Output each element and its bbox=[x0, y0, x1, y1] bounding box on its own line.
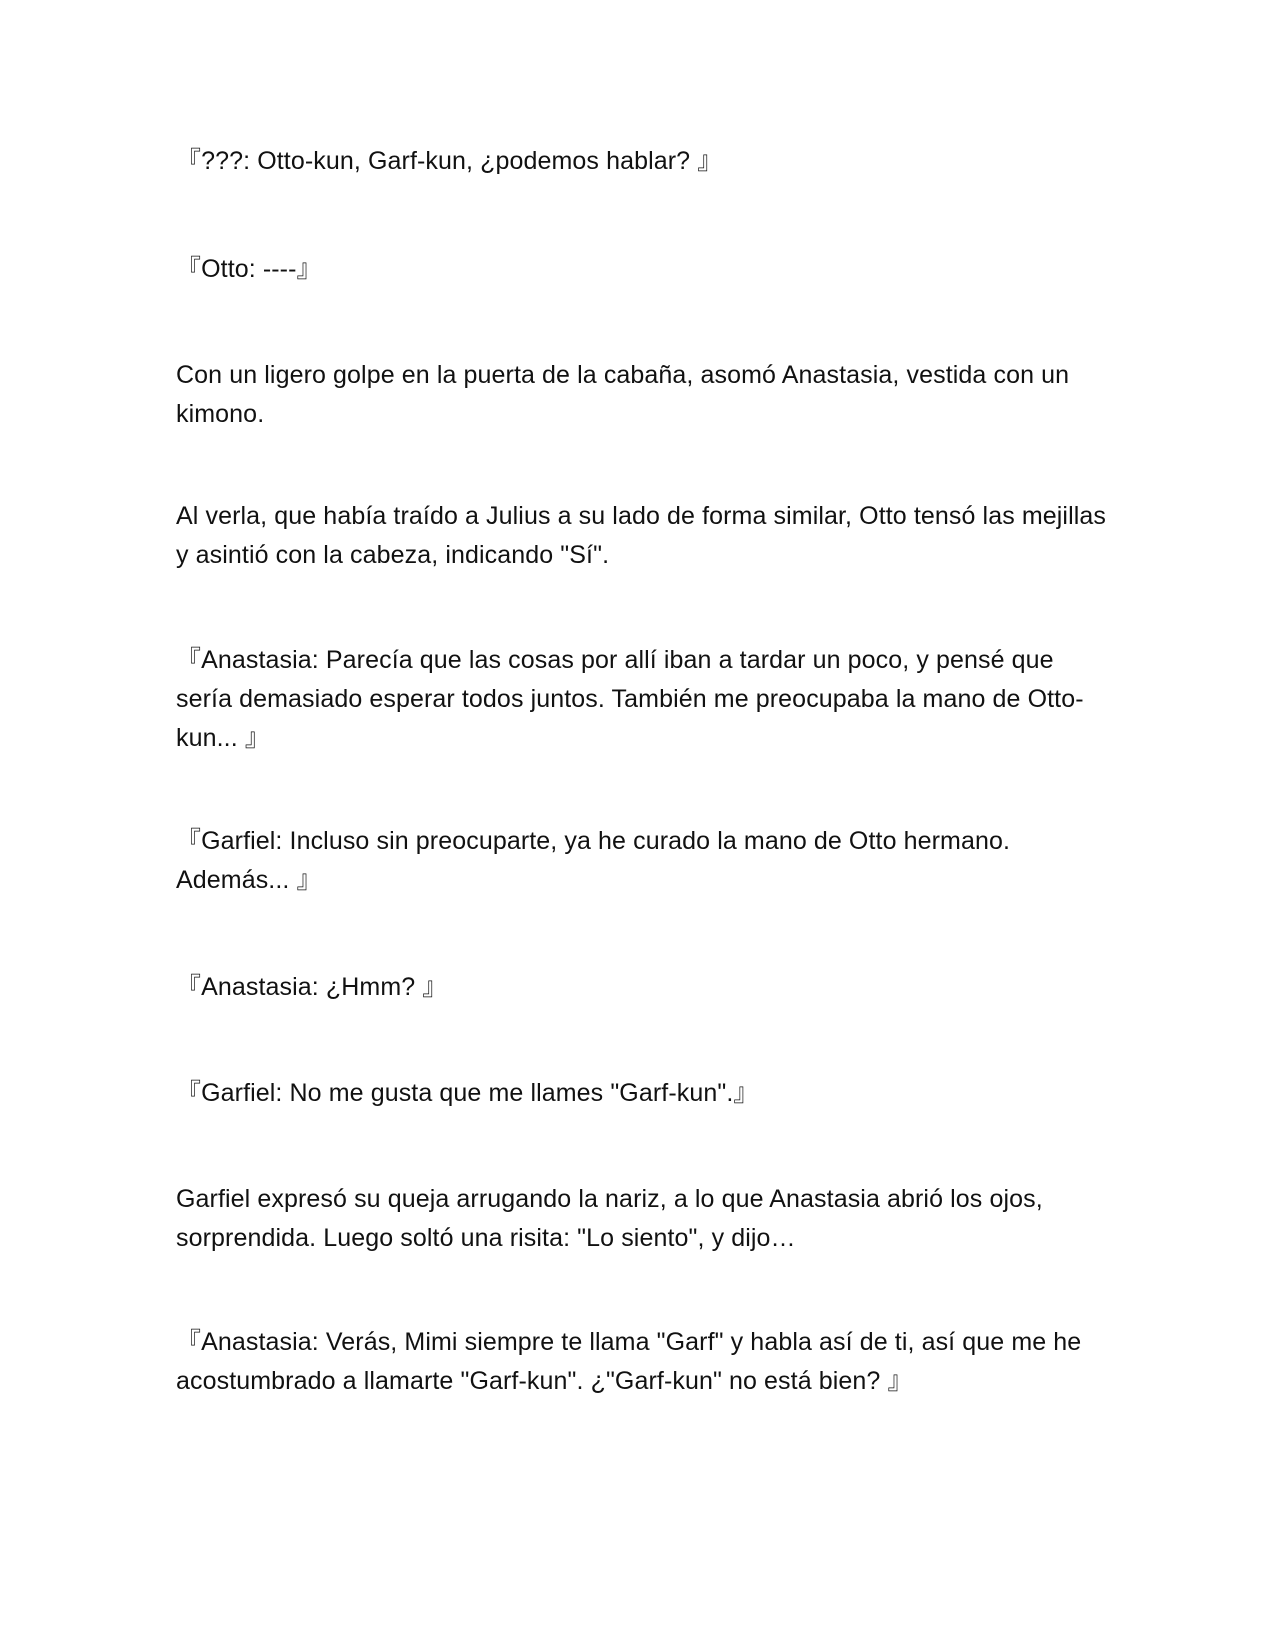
narration-paragraph: Con un ligero golpe en la puerta de la cabaña, asomó Anastasia, vestida con un kimono. bbox=[176, 361, 1070, 428]
dialogue-line-garfiel: 『Garfiel: Incluso sin preocuparte, ya he curado la mano de Otto hermano. Además... 』 bbox=[176, 827, 1011, 894]
dialogue-line-anastasia: 『Anastasia: ¿Hmm? 』 bbox=[176, 973, 448, 1001]
narration-paragraph: Al verla, que había traído a Julius a su lado de forma similar, Otto tensó las mejillas y asintió con la cabeza, indicando "Sí". bbox=[176, 502, 1106, 569]
dialogue-line-garfiel: 『Garfiel: No me gusta que me llames "Garf-kun".』 bbox=[176, 1079, 759, 1107]
dialogue-line-unknown-speaker: 『???: Otto-kun, Garf-kun, ¿podemos hablar? 』 bbox=[176, 147, 723, 175]
dialogue-line-otto: 『Otto: ----』 bbox=[176, 255, 322, 283]
narration-paragraph: Garfiel expresó su queja arrugando la nariz, a lo que Anastasia abrió los ojos, sorprendida. Luego soltó una risita: "Lo siento", y dijo… bbox=[176, 1185, 1043, 1252]
dialogue-line-anastasia: 『Anastasia: Parecía que las cosas por allí iban a tardar un poco, y pensé que sería demasiado esperar todos juntos. También me preocupaba la mano de Otto-kun... 』 bbox=[176, 646, 1084, 752]
dialogue-line-anastasia: 『Anastasia: Verás, Mimi siempre te llama "Garf" y habla así de ti, así que me he acostumbrado a llamarte "Garf-kun". ¿"Garf-kun" no está bien? 』 bbox=[176, 1328, 1082, 1395]
